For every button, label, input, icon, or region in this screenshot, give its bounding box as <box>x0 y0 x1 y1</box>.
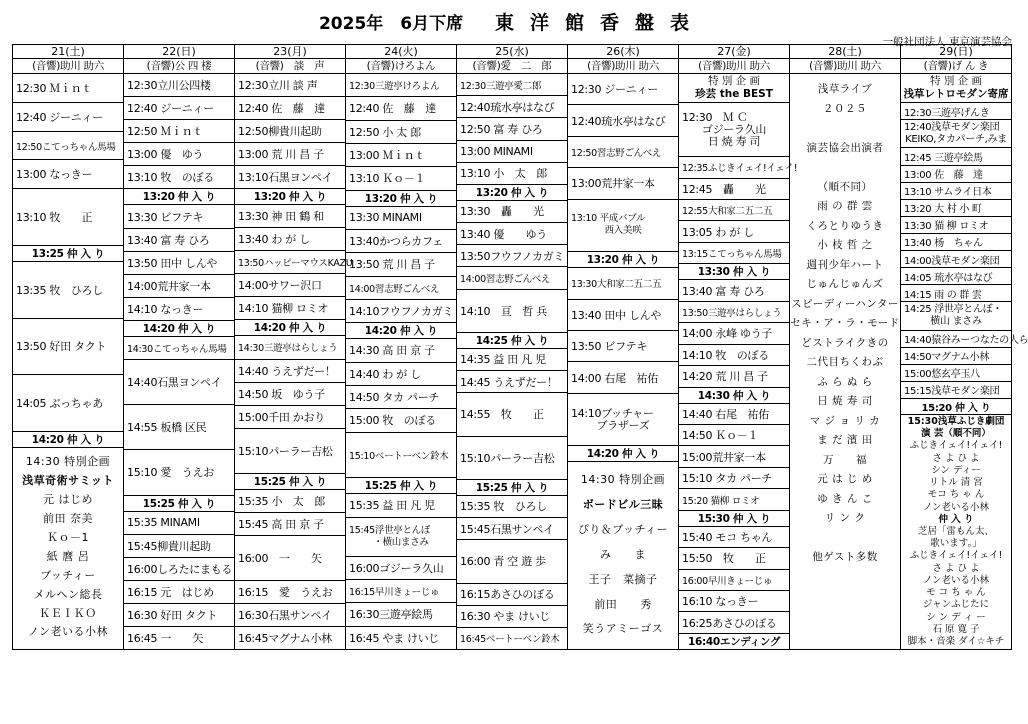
performer-slot: 12:50習志野ごんべえ <box>568 137 678 168</box>
performer-slot: 14:50 Ｋｏ－１ <box>679 425 789 446</box>
performer-slot: 15:35 益 田 凡 児 <box>346 494 456 517</box>
performer-slot: 14:00 右尾 祐佑 <box>568 362 678 393</box>
sound-staff: (音響)げ ん き <box>901 59 1011 74</box>
lineup-line: リ ン ク <box>824 512 866 524</box>
performer-slot: 12:40琉水亭はなび <box>457 96 567 118</box>
performer-slot: 12:50 Ｍｉｎｔ <box>124 120 234 143</box>
special-program-title: 特 別 企 画 <box>707 75 760 87</box>
performer-slot: 13:50 ビフテキ <box>568 331 678 362</box>
performer-slot: 13:10 牧 のぼる <box>124 166 234 189</box>
performer-slot: 15:40 モコ ちゃん <box>679 527 789 548</box>
performer-name: 前田 秀 <box>594 597 652 611</box>
lineup-line: モ コ ち ゃ ん <box>926 587 986 599</box>
lineup-line: 演芸協会出演者 <box>806 141 884 154</box>
day-column <box>235 45 353 649</box>
performer-slot: 15:35 小 太 郎 <box>235 490 345 513</box>
sound-staff: (音響)愛 二 郎 <box>457 59 567 74</box>
performer-slot: 13:40 優 ゆう <box>457 223 567 245</box>
performer-slot: 14:10 牧 のぼる <box>679 345 789 366</box>
performer-slot: 13:10石黒ヨンペイ <box>235 166 345 189</box>
performer-slot: 15:45浮世亭とんぼ ・横山まさみ <box>346 518 456 557</box>
performer-list <box>124 74 234 649</box>
special-program-title: 浅草奇術サミット <box>22 474 114 488</box>
performer-slot: 14:00習志野ごんべえ <box>457 267 567 289</box>
performer-slot: 12:30 Ｍｉｎｔ <box>13 74 123 103</box>
performer-slot: 15:45 高 田 京 子 <box>235 513 345 536</box>
performer-slot: 13:50ハッピーマウスKAZU <box>235 251 345 274</box>
performer-slot: 15:35 MINAMI <box>124 512 234 535</box>
sound-staff: (音響)助川 助六 <box>790 59 900 74</box>
performer-slot: 13:20 大 村 小 町 <box>901 200 1011 217</box>
performer-slot: 13:40 杨 ちゃん <box>901 234 1011 251</box>
performer-slot: 15:10ベートーベン鈴木 <box>346 433 456 479</box>
performer-slot: 15:00荒井家一本 <box>679 446 789 467</box>
lineup-line: ジャンふじたに <box>922 599 990 611</box>
day-header: 21(土) <box>13 45 123 59</box>
lineup-line: ま だ 濱 田 <box>817 434 873 446</box>
performer-slot: 13:00 荒 川 昌 子 <box>235 143 345 166</box>
intermission: 16:40エンディング <box>687 635 781 648</box>
performer-slot: 13:40 わ が し <box>235 228 345 251</box>
performer-list <box>235 74 353 649</box>
performer-slot: 14:40 うえずだー！ <box>235 360 345 383</box>
performer-slot: 15:10パーラー吉松 <box>235 429 345 474</box>
performer-slot: 13:00 優 ゆう <box>124 143 234 166</box>
performer-slot: 14:55 牧 正 <box>457 393 567 436</box>
lineup-line: スピーディーハンター <box>791 297 899 310</box>
performer-slot: 13:00 Ｍｉｎｔ <box>346 144 456 167</box>
lineup-line: 演 芸（順不同） <box>921 428 991 440</box>
intermission: 15:25 仲 入 り <box>124 496 234 512</box>
performer-slot: 16:00 青 空 遊 歩 <box>457 540 567 583</box>
performer-slot: 13:40 富 寿 ひろ <box>124 229 234 252</box>
intermission: 14:20 仲 入 り <box>13 432 123 448</box>
performer-slot: 13:50フウフノカガミ <box>457 245 567 267</box>
lineup-line: （順不同） <box>817 180 873 193</box>
performer-name: み ま <box>600 547 646 561</box>
lineup-line: ノン老いる小林 <box>922 501 990 513</box>
performer-slot: 14:10ブッチャー ブラザーズ <box>568 394 678 447</box>
performer-slot: 14:00習志野ごんべえ <box>346 277 456 300</box>
performer-name: ブッチィー <box>40 568 96 582</box>
performer-slot: 15:15浅草モダン楽団 <box>901 382 1011 399</box>
lineup-line: ゆ き ん こ <box>817 492 873 505</box>
lineup-line: 仲 入 り <box>938 513 974 525</box>
performer-slot: 12:40 ジーニィー <box>13 103 123 132</box>
performer-slot: 16:10 なっきー <box>679 591 789 612</box>
performer-slot: 12:40 佐 藤 達 <box>235 97 345 120</box>
intermission: 15:20 仲 入 り <box>901 399 1011 415</box>
performer-slot: 13:00 MINAMI <box>457 141 567 163</box>
performer-list <box>679 103 798 649</box>
day-column <box>124 45 235 649</box>
lineup-line: 雨 の 群 雲 <box>817 200 873 212</box>
performer-slot: 15:10 愛 うえお <box>124 450 234 495</box>
day-column <box>568 45 679 649</box>
lineup-line: 脚本・音楽 ダイ☆キチ <box>907 635 1005 647</box>
day-header: 29(日) <box>901 45 1011 59</box>
performer-slot: 13:50 荒 川 昌 子 <box>346 253 456 276</box>
performer-slot: 12:30立川 談 声 <box>235 74 345 97</box>
performer-slot: 16:30 やま けいじ <box>457 606 567 628</box>
performer-name: 王子 菜摘子 <box>588 572 658 586</box>
performer-slot: 13:15こてっちゃん馬場 <box>679 243 789 264</box>
performer-slot: 13:30 轟 光 <box>457 201 567 223</box>
performer-slot: 13:10 小 太 郎 <box>457 163 567 185</box>
performer-slot: 14:45 うえずだー！ <box>457 371 567 393</box>
performer-slot: 13:10 サムライ日本 <box>901 183 1011 200</box>
performer-slot: 14:40猿谷みーつなたの人ら <box>901 331 1011 348</box>
performer-slot: 13:30 MINAMI <box>346 207 456 230</box>
sound-staff: (音響)助川 助六 <box>13 59 123 74</box>
lineup-line: セキ・ア・ラ・モード <box>790 317 900 329</box>
sound-staff: (音響)助川 助六 <box>679 59 789 74</box>
lineup-line <box>790 119 900 139</box>
performer-slot: 13:10 Ｋｏ－１ <box>346 167 456 190</box>
performer-slot: 14:25 浮世亭とんぼ・ 横山 まさみ <box>901 302 1011 330</box>
performer-name: Ｋｏ－1 <box>47 530 89 544</box>
performer-list <box>346 74 456 649</box>
performer-slot: 15:45柳貴川起助 <box>124 535 234 558</box>
intermission: 15:25 仲 入 り <box>346 478 456 494</box>
performer-slot: 14:30三遊亭はらしょう <box>235 336 345 359</box>
lineup-line: 歌います。」 <box>930 538 982 550</box>
performer-slot: 13:05 わ が し <box>679 221 789 242</box>
performer-slot: 14:40 わ が し <box>346 363 456 386</box>
lineup-line: ふじきイェイ!イェイ! <box>909 550 1003 562</box>
performer-slot: 16:00しろたにまもる <box>124 558 234 581</box>
lineup-line: 小 枝 哲 之 <box>817 239 873 251</box>
schedule-table <box>12 44 1028 650</box>
page-title <box>0 8 1024 35</box>
lineup-line: ２０２５ <box>823 102 867 115</box>
intermission: 13:30 仲 入 り <box>679 264 789 280</box>
lineup-line: じゅんじゅんズ <box>806 278 884 290</box>
performer-name: 14:30 特別企画 <box>580 472 666 486</box>
lineup-line <box>790 158 900 178</box>
day-header: 22(日) <box>124 45 234 59</box>
special-program-header <box>901 74 1011 103</box>
performer-slot: 14:00荒井家一本 <box>124 275 234 298</box>
performer-slot: 12:40琉水亭はなび <box>568 105 678 136</box>
performer-slot: 15:10 タカ パーチ <box>679 468 789 489</box>
intermission: 13:20 仲 入 り <box>457 185 567 201</box>
intermission: 15:30 仲 入 り <box>679 511 789 527</box>
lineup-line: くろとりゆうき <box>806 219 884 232</box>
day-column <box>901 45 1028 649</box>
performer-slot: 15:50 牧 正 <box>679 548 789 569</box>
performer-slot: 16:00ゴジーラ久山 <box>346 557 456 580</box>
theater-lineup <box>901 415 1011 649</box>
lineup-line: シ ン デ ィ ー <box>926 611 986 623</box>
performer-slot: 15:35 牧 ひろし <box>457 496 567 518</box>
performer-slot: 16:30石黒サンペイ <box>235 604 345 627</box>
performer-slot: 13:30 ビフテキ <box>124 205 234 228</box>
performer-slot: 12:50柳貴川起助 <box>235 120 345 143</box>
performer-slot: 14:30 高 田 京 子 <box>346 339 456 362</box>
lineup-line: シン ディー <box>931 464 981 476</box>
lineup-line: 芝居「雷もん太、 <box>917 525 994 537</box>
intermission: 14:20 仲 入 り <box>568 446 678 462</box>
performer-name: メルヘン総長 <box>33 587 103 601</box>
performer-slot: 12:30三遊亭愛二郎 <box>457 74 567 96</box>
performer-name: 前田 奈美 <box>43 512 93 526</box>
special-program-title: 珍芸 the BEST <box>695 88 773 100</box>
day-column <box>679 45 798 649</box>
performer-list <box>901 103 1028 415</box>
performer-slot: 13:40かつらカフェ <box>346 230 456 253</box>
day-header: 23(月) <box>235 45 345 59</box>
performer-slot: 16:30 好田 タクト <box>124 604 234 627</box>
performer-slot: 16:30三遊亭絵馬 <box>346 603 456 626</box>
performer-slot: 12:30三遊亭げんき <box>901 103 1011 120</box>
performer-slot: 14:10 猫柳 ロミオ <box>235 297 345 320</box>
performer-slot: 14:55 板橋 区民 <box>124 405 234 450</box>
performer-slot: 13:50 田中 しんや <box>124 252 234 275</box>
performer-slot: 14:40石黒ヨンペイ <box>124 360 234 405</box>
performer-slot: 15:45石黒サンペイ <box>457 518 567 540</box>
performer-slot: 16:00 一 矢 <box>235 536 345 581</box>
performer-name: ぴり＆ブッチィー <box>577 522 669 536</box>
lineup-line: ふじきイェイ!イェイ! <box>909 440 1003 452</box>
lineup-line <box>790 529 900 549</box>
day-header: 27(金) <box>679 45 789 59</box>
performer-name: ノン老いる小林 <box>27 625 109 639</box>
day-header: 28(土) <box>790 45 900 59</box>
lineup-line: さ よ ひ よ <box>932 562 980 574</box>
special-program-title: ボードビル三昧 <box>582 497 664 511</box>
performer-slot: 15:20 猫柳 ロミオ <box>679 489 789 510</box>
day-column <box>457 45 568 649</box>
performer-name: 紙 麿 呂 <box>46 549 90 563</box>
performer-slot: 14:05 琉水亭はなび <box>901 268 1011 285</box>
lineup-line: 万 福 <box>823 453 867 466</box>
performer-slot: 15:00千田 かおり <box>235 406 345 429</box>
intermission: 14:20 仲 入 り <box>124 321 234 337</box>
performer-slot: 15:00 牧 のぼる <box>346 409 456 432</box>
intermission: 13:20 仲 入 り <box>346 191 456 207</box>
lineup-line: さ よ ひ よ <box>932 452 980 464</box>
performer-name: 14:30 特別企画 <box>25 455 111 469</box>
lineup-line: 他ゲスト多数 <box>812 551 878 563</box>
performer-slot: 13:40 富 寿 ひろ <box>679 280 789 301</box>
performer-slot: 14:50マグナム小林 <box>901 348 1011 365</box>
special-program-lineup <box>568 463 678 650</box>
performer-slot: 13:10 平成バブル 西入美咲 <box>568 200 678 253</box>
performer-slot: 12:45 轟 光 <box>679 179 789 200</box>
performer-slot: 12:30 Ｍ Ｃ ゴジーラ久山 日 焼 寿 司 <box>679 103 789 157</box>
lineup-line: 日 焼 寿 司 <box>817 395 873 407</box>
intermission: 14:30 仲 入 り <box>679 388 789 404</box>
performer-slot: 16:15 愛 うえお <box>235 581 345 604</box>
performer-slot: 14:00浅草モダン楽団 <box>901 251 1011 268</box>
performer-slot: 13:10 牧 正 <box>13 189 123 246</box>
intermission: 15:25 仲 入 り <box>457 480 567 496</box>
day-header: 24(火) <box>346 45 456 59</box>
lineup-line: ふ ら ぬ ら <box>817 375 873 388</box>
performer-slot: 14:20 荒 川 昌 子 <box>679 366 789 387</box>
performer-slot: 12:30立川公四楼 <box>124 74 234 97</box>
sound-staff: (音響)公 四 楼 <box>124 59 234 74</box>
performer-slot: 13:00 佐 藤 達 <box>901 166 1011 183</box>
performer-name: ＫＥＩＫＯ <box>39 606 97 620</box>
performer-slot: 15:10パーラー吉松 <box>457 437 567 480</box>
performer-slot: 14:00 永峰 ゆう子 <box>679 323 789 344</box>
lineup-line: 元 は じ め <box>817 473 873 485</box>
lineup-line: リトル 清 宮 <box>929 477 983 489</box>
sound-staff: (音響)助川 助六 <box>568 59 678 74</box>
performer-slot: 14:30こてっちゃん馬場 <box>124 337 234 360</box>
performer-slot: 16:15 元 はじめ <box>124 581 234 604</box>
performer-slot: 13:40 田中 しんや <box>568 300 678 331</box>
performer-slot: 14:10 亘 哲 兵 <box>457 290 567 333</box>
performer-slot: 16:00早川きょーじゅ <box>679 570 789 591</box>
sound-staff: (音響) 談 声 <box>235 59 345 74</box>
intermission: 15:25 仲 入 り <box>235 474 345 490</box>
intermission: 13:20 仲 入 り <box>568 252 678 268</box>
performer-slot: 12:55大和家二五二五 <box>679 200 789 221</box>
lineup-line: 浅草ライブ <box>817 83 873 95</box>
performer-slot: 15:00悠玄亭玉八 <box>901 365 1011 382</box>
special-program-title: 浅草レトロモダン寄席 <box>903 88 1009 100</box>
lineup-line: 石 原 寛 子 <box>932 623 980 635</box>
performer-slot: 12:45 三遊亭絵馬 <box>901 148 1011 165</box>
performer-slot: 14:10フウフノカガミ <box>346 300 456 323</box>
performer-slot: 13:50三遊亭はらしょう <box>679 302 789 323</box>
sound-staff: (音響)けろよん <box>346 59 456 74</box>
intermission: 13:20 仲 入 り <box>235 189 345 205</box>
performer-slot: 16:25あさひのぼる <box>679 612 789 633</box>
performer-slot: 13:30 神 田 鶴 和 <box>235 205 345 228</box>
intermission: 13:20 仲 入 り <box>124 189 234 205</box>
lineup-line: モコ ち ゃ ん <box>927 489 985 501</box>
performer-slot: 12:40 佐 藤 達 <box>346 97 456 120</box>
performer-slot: 13:00荒井家一本 <box>568 168 678 199</box>
title-venue: 東洋館香盤表 <box>495 12 706 34</box>
day-column <box>346 45 457 649</box>
performer-slot: 13:00 なっきー <box>13 160 123 189</box>
performer-slot: 13:30 猫 柳 ロミオ <box>901 217 1011 234</box>
performer-slot: 16:45 やま けいじ <box>349 631 440 645</box>
performer-slot: 16:45 一 矢 <box>127 632 204 646</box>
performer-slot: 13:50 好田 タクト <box>13 319 123 376</box>
intermission: 14:20 仲 入 り <box>235 320 345 336</box>
performer-slot: 14:00サワー沢口 <box>235 274 345 297</box>
lineup-line: ノン老いる小林 <box>922 574 990 586</box>
performer-slot: 12:40 ジーニィー <box>124 97 234 120</box>
performer-list <box>13 74 123 448</box>
day-column <box>13 45 124 649</box>
special-program-title: 特 別 企 画 <box>929 75 982 87</box>
performer-slot: 13:30大和家二五二五 <box>568 268 678 299</box>
performer-list <box>457 74 567 649</box>
day-header: 26(木) <box>568 45 678 59</box>
performer-slot: 12:50 小 太 郎 <box>346 121 456 144</box>
performer-slot: 14:50 坂 ゆう子 <box>235 383 345 406</box>
performer-slot: 14:50 タカ パーチ <box>346 386 456 409</box>
intermission: 14:20 仲 入 り <box>346 323 456 339</box>
performer-slot: 16:45ベートーベン鈴木 <box>460 634 560 646</box>
special-program-header <box>679 74 789 103</box>
performer-slot: 13:35 牧 ひろし <box>13 262 123 319</box>
live-event-lineup <box>790 74 900 649</box>
performer-name: 元 はじめ <box>43 493 93 507</box>
performer-slot: 14:05 ぶっちゃあ <box>13 375 123 432</box>
performer-slot: 14:40 右尾 祐佑 <box>679 404 789 425</box>
intermission: 13:25 仲 入 り <box>13 246 123 262</box>
special-program-lineup <box>13 448 123 649</box>
lineup-line: 週刊少年ハート <box>806 258 884 271</box>
performer-slot: 14:15 雨 の 群 雲 <box>901 285 1011 302</box>
lineup-line: 15:30浅草ふじき劇団 <box>907 416 1005 427</box>
performer-slot: 16:15あさひのぼる <box>457 584 567 606</box>
performer-slot: 12:30三遊亭けろよん <box>346 74 456 97</box>
day-header: 25(水) <box>457 45 567 59</box>
performer-slot: 12:50こてっちゃん馬場 <box>13 132 123 161</box>
performer-slot: 12:40浅草モダン楽団 KEIKO,タカパーチ,みま <box>901 120 1011 148</box>
intermission: 14:25 仲 入 り <box>457 333 567 349</box>
lineup-line: 二代目ちくわぶ <box>806 356 884 368</box>
title-year-month: 2025年 6月下席 <box>318 14 464 34</box>
performer-slot: 14:10 なっきー <box>124 298 234 321</box>
performer-slot: 12:50 富 寿 ひろ <box>457 118 567 140</box>
organization-name: 一般社団法人 東京演芸協会 <box>882 36 1012 48</box>
performer-slot: 16:45マグナム小林 <box>238 632 332 646</box>
performer-slot: 14:35 益 田 凡 児 <box>457 349 567 371</box>
performer-list <box>568 74 678 463</box>
performer-slot: 12:35ふじきイェイ!イェイ! <box>679 157 789 178</box>
performer-name: 笑うアミーゴス <box>582 622 664 636</box>
lineup-line: どストライクきの <box>801 336 889 349</box>
lineup-line: マ ジ ョ リ カ <box>809 414 881 427</box>
day-column <box>790 45 901 649</box>
performer-slot: 12:30 ジーニィー <box>568 74 678 105</box>
performer-slot: 16:15早川きょーじゅ <box>346 580 456 603</box>
